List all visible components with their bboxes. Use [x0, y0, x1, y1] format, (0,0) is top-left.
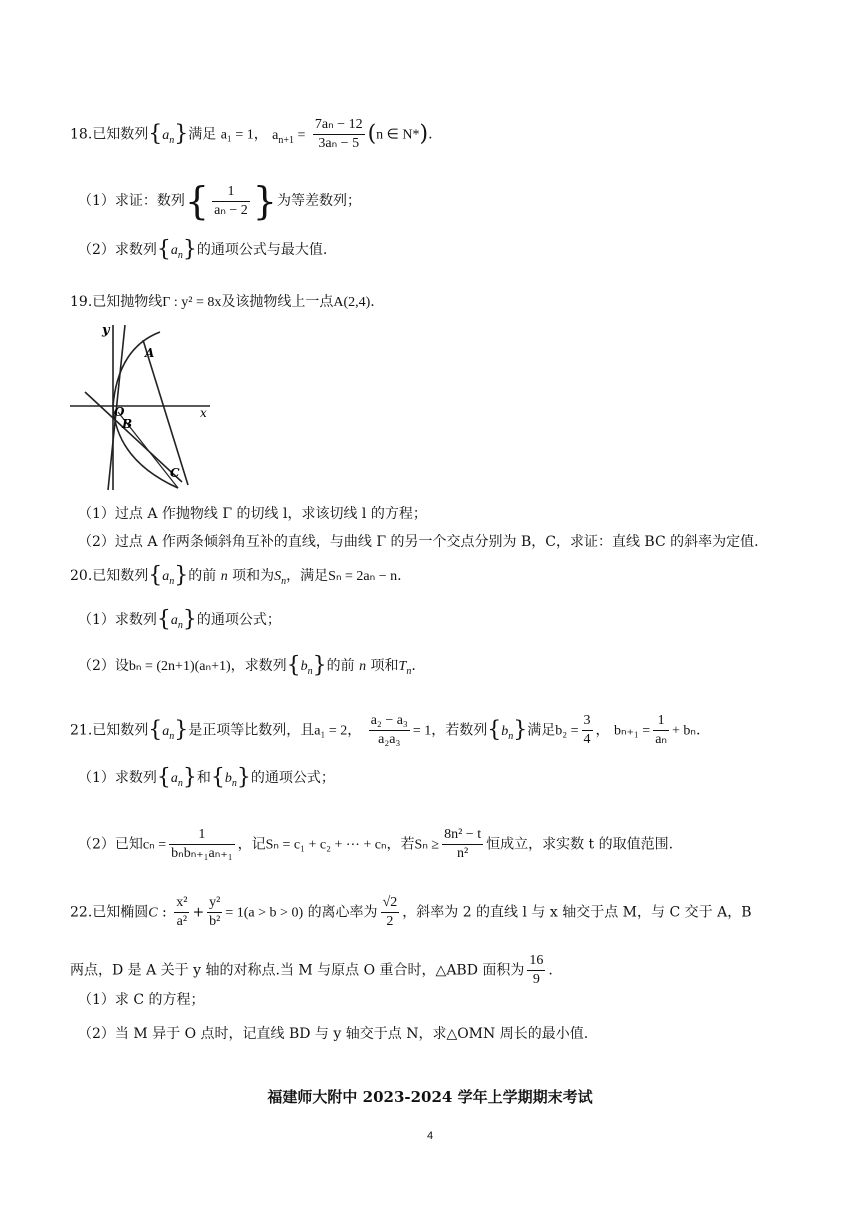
footer-title: 福建师大附中 2023-2024 学年上学期期末考试 — [267, 1088, 593, 1106]
q18-fraction: $\frac{\text{7aₙ − 12}}{\text{3aₙ − 5}}$ — [314, 117, 363, 151]
parabola-figure — [70, 320, 215, 492]
q19-stem: 19.已知抛物线Γ : y² = 8x及该抛物线上一点A(2,4). — [70, 294, 375, 310]
fig-label-x: x — [200, 406, 207, 420]
q21-part1: （1）求数列$\{a_n\}$和$\{b_n\}$的通项公式； — [78, 765, 335, 790]
q20-part1: （1）求数列$\{a_n\}$的通项公式； — [78, 607, 281, 632]
fig-label-a: A — [145, 346, 155, 360]
q20-stem: 20.已知数列$\{a_n\}$的前 n 项和为$S_n$，满足Sₙ = 2aₙ − n. — [70, 563, 402, 588]
q20-part2: （2）设bₙ = (2n+1)(aₙ+1)，求数列$\{b_n\}$的前 n 项和$T_n$. — [78, 653, 416, 678]
q21-stem: 21.已知数列$\{a_n\}$是正项等比数列，且a₁ = 2， $\frac{\text{a₂ − a₃}}{\text{a₂a₃}}$ = 1，若数列$\{b_n\}$满足b₂ = $\frac{3}{4}$ ， bₙ₊₁ = $\frac{1}{\text{aₙ}}$ + bₙ. — [70, 713, 701, 747]
q22-stem: 22.已知椭圆C : $\frac{\text{x²}}{\text{a²}}$ + $\frac{\text{y²}}{\text{b²}}$ = 1(a > b > 0) 的离心率为 $\frac{√2}{2}$ ，斜率为 2 的直线 l 与 x 轴交于点 M，与 C 交于 A，B — [70, 895, 752, 929]
q18-stem: 18.已知数列$\{a_n\}$满足 a₁ = 1， $a_{n+1}$ = $\frac{\text{7aₙ − 12}}{\text{3aₙ − 5}}$ (n ∈ N*). — [70, 117, 433, 151]
page-number: 4 — [426, 1130, 434, 1142]
q19-part1: （1）过点 A 作抛物线 Γ 的切线 l，求该切线 l 的方程； — [78, 506, 427, 522]
fig-label-b: B — [122, 417, 133, 431]
q18-part2: （2）求数列$\{a_n\}$的通项公式与最大值. — [78, 237, 328, 262]
fig-label-c: C — [170, 466, 180, 480]
q22-part2: （2）当 M 异于 O 点时，记直线 BD 与 y 轴交于点 N，求△OMN 周长的最小值. — [78, 1026, 589, 1042]
q22-line2: 两点，D 是 A 关于 y 轴的对称点.当 M 与原点 O 重合时，△ABD 面积为 $\frac{16}{9}$ . — [70, 953, 553, 987]
q21-part2: （2）已知cₙ = $\frac{1}{\text{bₙbₙ₊₁aₙ₊₁}}$ ，记Sₙ = c₁ + c₂ + ⋯ + cₙ，若Sₙ ≥ $\frac{\text{8n² − t}}{\text{n²}}$ 恒成立，求实数 t 的取值范围. — [78, 827, 674, 861]
q22-part1: （1）求 C 的方程； — [78, 992, 205, 1008]
fig-label-y: y — [102, 323, 110, 338]
fig-label-o: O — [114, 405, 125, 419]
q18-part1: （1）求证：数列{ $\frac{1}{\text{aₙ − 2}}$ }为等差数列； — [78, 179, 361, 223]
q19-part2: （2）过点 A 作两条倾斜角互补的直线，与曲线 Γ 的另一个交点分别为 B，C，求证：直线 BC 的斜率为定值. — [78, 534, 759, 550]
